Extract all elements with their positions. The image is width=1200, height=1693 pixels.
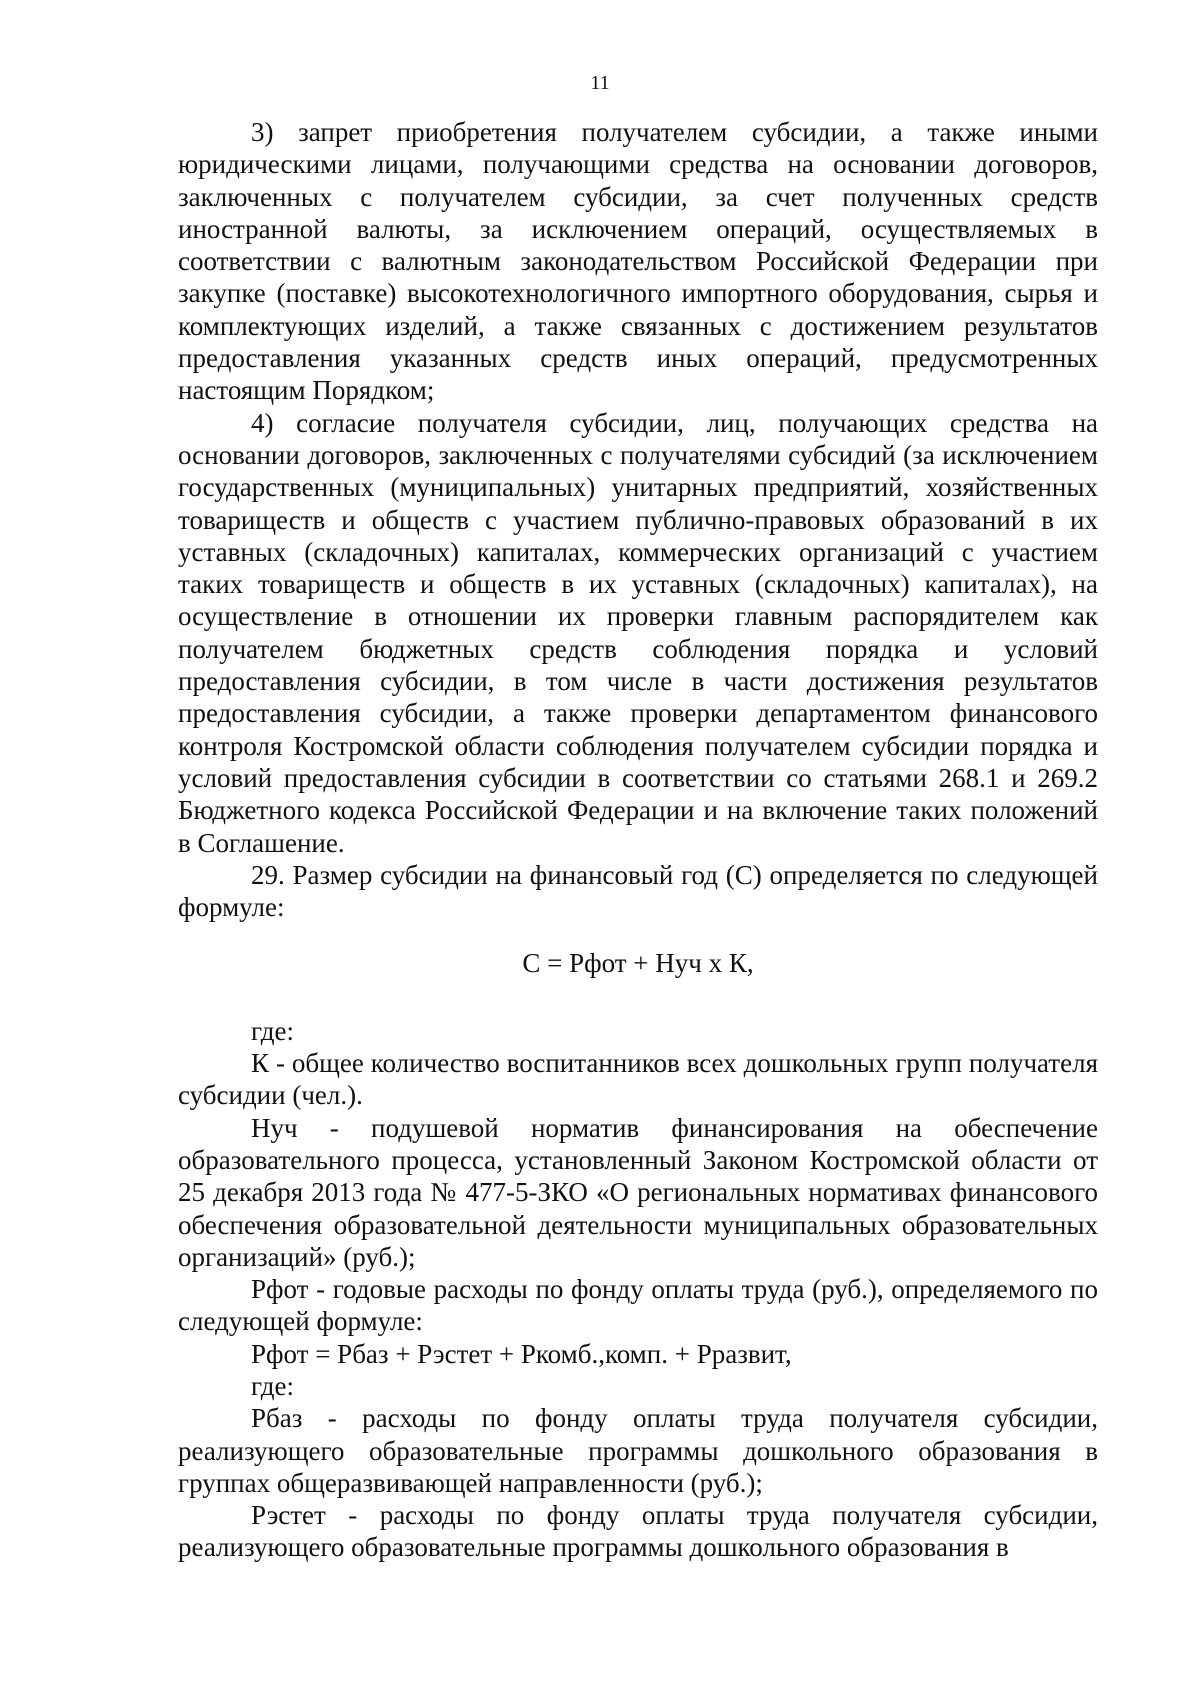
definition-nuch: Нуч - подушевой норматив финансирования на обеспечение образовательного процесса, установленный Законом Костромской области от 25 декабря 2013 года № 477-5-ЗКО «О региональных нормативах финансового обеспечения образовательной деятельности муниципальных образовательных организаций» (руб.); xyxy=(178,1112,1098,1272)
rfot-formula: Рфот = Рбаз + Рэстет + Ркомб.,комп. + Рразвит, xyxy=(251,1338,792,1369)
page-number: 11 xyxy=(590,72,610,94)
paragraph-item-3: 3) запрет приобретения получателем субсидии, а также иными юридическими лицами, получающими средства на основании договоров, заключенных с получателем субсидии, за счет полученных средств иностранной валюты, за исключением операций, осуществляемых в соответствии с валютным законодательством Российской Федерации при закупке (поставке) высокотехнологичного импортного оборудования, сырья и комплектующих изделий, а также связанных с достижением результатов предоставления указанных средств иных операций, предусмотренных настоящим Порядком; xyxy=(178,117,1098,406)
definition-rfot: Рфот - годовые расходы по фонду оплаты труда (руб.), определяемого по следующей формуле: xyxy=(178,1274,1098,1337)
where-label-2: где: xyxy=(251,1370,294,1401)
definition-k: К - общее количество воспитанников всех дошкольных групп получателя субсидии (чел.). xyxy=(178,1048,1098,1111)
paragraph-item-4: 4) согласие получателя субсидии, лиц, получающих средства на основании договоров, заключенных с получателями субсидий (за исключением государственных (муниципальных) унитарных предприятий, хозяйственных товариществ и обществ с участием публично-правовых образований в их уставных (складочных) капиталах, коммерческих организаций с участием таких товариществ и обществ в их уставных (складочных) капиталах), на осуществление в отношении их проверки главным распорядителем как получателем бюджетных средств соблюдения порядка и условий предоставления субсидии, в том числе в части достижения результатов предоставления субсидии, а также проверки департаментом финансового контроля Костромской области соблюдения получателем субсидии порядка и условий предоставления субсидии в соответствии со статьями 268.1 и 269.2 Бюджетного кодекса Российской Федерации и на включение таких положений в Соглашение. xyxy=(178,407,1098,858)
subsidy-formula: С = Рфот + Нуч х К, xyxy=(522,948,754,979)
where-label: где: xyxy=(251,1015,294,1046)
document-body xyxy=(178,116,1098,1564)
definition-restet: Рэстет - расходы по фонду оплаты труда получателя субсидии, реализующего образовательные программы дошкольного образования в xyxy=(178,1500,1098,1563)
definition-rbaz: Рбаз - расходы по фонду оплаты труда получателя субсидии, реализующего образовательные программы дошкольного образования в группах общеразвивающей направленности (руб.); xyxy=(178,1403,1098,1498)
paragraph-item-29: 29. Размер субсидии на финансовый год (С) определяется по следующей формуле: xyxy=(178,859,1098,923)
